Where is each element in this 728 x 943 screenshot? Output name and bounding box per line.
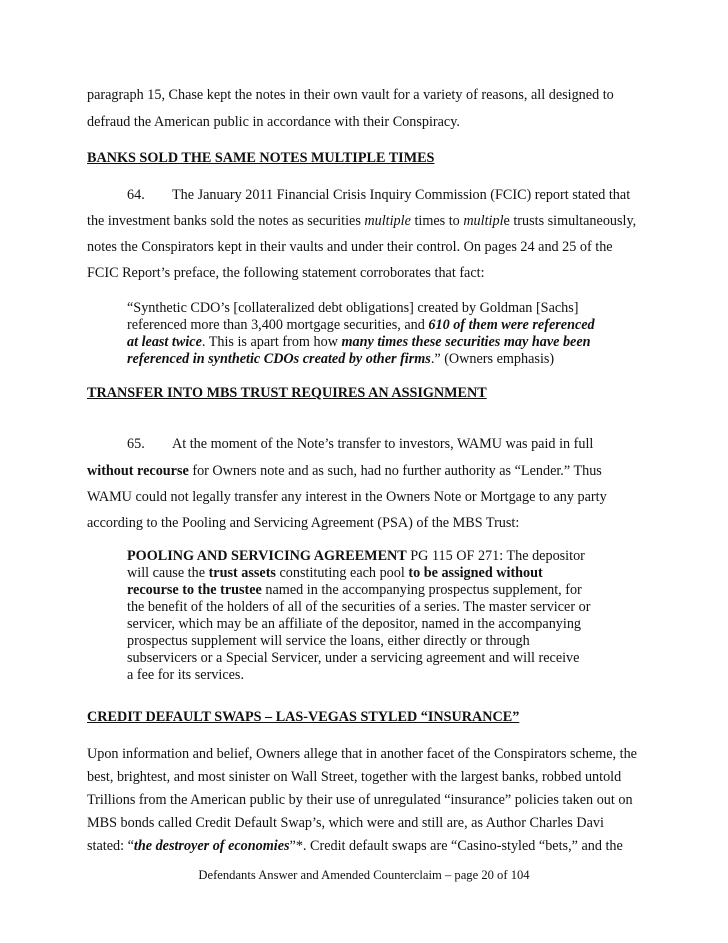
italic-text: multiple [364,213,411,229]
quote-line [127,334,601,351]
section-heading: CREDIT DEFAULT SWAPS – LAS-VEGAS STYLED “INSURANCE” [87,709,520,725]
bold-text: POOLING AND SERVICING AGREEMENT [127,548,407,564]
emphasis-text: referenced in synthetic CDOs created by other firms [127,351,431,367]
paragraph-line: MBS bonds called Credit Default Swap’s, which were and still are, as Author Charles Davi [87,815,604,831]
emphasis-text: the destroyer of economies [133,838,290,854]
quote-line [127,351,601,368]
quote-line [127,565,601,582]
section-heading: BANKS SOLD THE SAME NOTES MULTIPLE TIMES [87,150,435,166]
quote-line: subservicers or a Special Servicer, under a servicing agreement and will receive [127,650,580,666]
paragraph-line: The January 2011 Financial Crisis Inquiry Commission (FCIC) report stated that [172,187,631,203]
section-heading: TRANSFER INTO MBS TRUST REQUIRES AN ASSIGNMENT [87,385,487,401]
paragraph-number: 64. [127,187,145,203]
paragraph-line: defraud the American public in accordance with their Conspiracy. [87,114,460,130]
bold-text: recourse to the trustee [127,582,262,598]
text-run: .” (Owners emphasis) [430,351,555,367]
text-run: the investment banks sold the notes as securities [87,213,365,229]
quote-line: “Synthetic CDO’s [collateralized debt obligations] created by Goldman [Sachs] [127,300,579,316]
paragraph-line [87,837,623,855]
page-footer: Defendants Answer and Amended Counterclaim – page 20 of 104 [198,868,530,882]
quote-line: the benefit of the holders of all of the securities of a series. The master servicer or [127,599,591,615]
paragraph-line: paragraph 15, Chase kept the notes in their own vault for a variety of reasons, all designed to [87,87,614,103]
block-quote [127,300,601,368]
bold-text: trust assets [208,565,276,581]
text-run: named in the accompanying prospectus supplement, for [261,582,582,598]
paragraph-line: WAMU could not legally transfer any interest in the Owners Note or Mortgage to any party [87,489,607,505]
quote-line [127,548,601,565]
paragraph-line: notes the Conspirators kept in their vaults and under their control. On pages 24 and 25 of the [87,239,613,255]
bold-text: without recourse [87,463,189,479]
paragraph-line: best, brightest, and most sinister on Wall Street, together with the largest banks, robbed untold [87,769,622,785]
quote-line [127,582,601,599]
text-run: will cause the [127,565,209,581]
paragraph-line: At the moment of the Note’s transfer to investors, WAMU was paid in full [172,436,594,452]
italic-text: multipl [463,213,504,229]
paragraph-line: FCIC Report’s preface, the following statement corroborates that fact: [87,265,485,281]
quote-line [127,317,601,334]
paragraph-line [87,212,636,230]
emphasis-text: at least twice [127,334,202,350]
paragraph-line: Upon information and belief, Owners allege that in another facet of the Conspirators scheme, the [87,746,637,762]
text-run: . This is apart from how [201,334,342,350]
text-run: referenced more than 3,400 mortgage securities, and [127,317,429,333]
paragraph-line: Trillions from the American public by their use of unregulated “insurance” policies taken out on [87,792,633,808]
block-quote [127,548,601,684]
quote-line: servicer, which may be an affiliate of the depositor, named in the accompanying [127,616,582,632]
emphasis-text: 610 of them were referenced [428,317,595,333]
emphasis-text: many times these securities may have been [341,334,591,350]
quote-line: prospectus supplement will service the loans, either directly or through [127,633,530,649]
text-run: for Owners note and as such, had no further authority as “Lender.” Thus [188,463,602,479]
bold-text: to be assigned without [408,565,543,581]
text-run: ”*. Credit default swaps are “Casino-styled “bets,” and the [289,838,623,854]
paragraph-number: 65. [127,436,145,452]
quote-line: a fee for its services. [127,667,244,683]
paragraph-line [87,462,602,480]
text-run: PG 115 OF 271: The depositor [406,548,585,564]
text-run: e trusts simultaneously, [503,213,637,229]
text-run: constituting each pool [275,565,409,581]
text-run: stated: “ [87,838,134,854]
paragraph-line: according to the Pooling and Servicing Agreement (PSA) of the MBS Trust: [87,515,520,531]
text-run: times to [410,213,464,229]
